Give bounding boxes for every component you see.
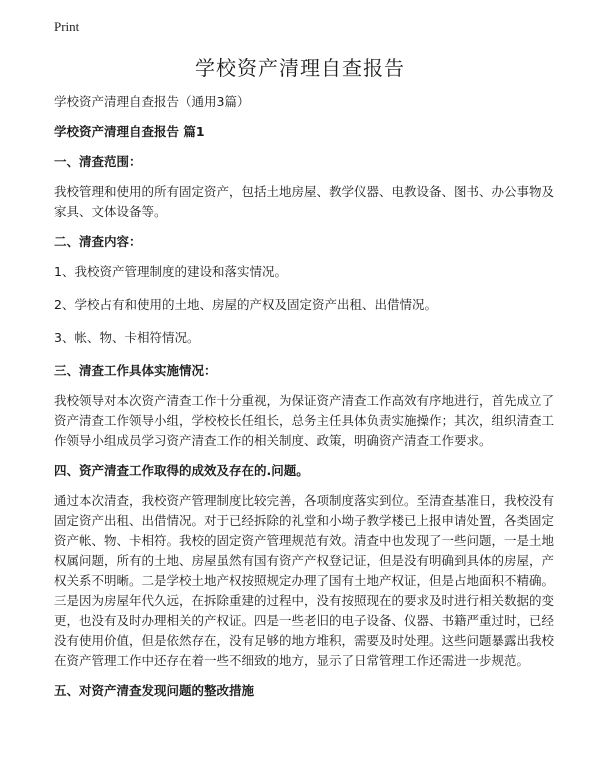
print-link[interactable]: Print <box>54 19 80 34</box>
document-body <box>54 92 554 711</box>
list-item: 2、学校占有和使用的土地、房屋的产权及固定资产出租、出借情况。 <box>54 297 437 312</box>
section-1-body: 我校管理和使用的所有固定资产，包括土地房屋、教学仪器、电教设备、图书、办公事物及家具、文体设备等。 <box>54 184 555 219</box>
section-5-heading: 五、对资产清查发现问题的整改措施 <box>54 683 255 698</box>
section-3-heading: 三、清查工作具体实施情况： <box>54 363 217 378</box>
list-item: 1、我校资产管理制度的建设和落实情况。 <box>54 264 287 279</box>
section-4-body: 通过本次清查，我校资产管理制度比较完善，各项制度落实到位。至清查基准日，我校没有固定资产出租、出借情况。对于已经拆除的礼堂和小坳子教学楼已上报申请处置，各类固定资产帐、物、卡相符。我校的固定资产管理规范有效。清查中也发现了一些问题，一是土地权属问题，所有的土地、房屋虽然有国有资产产权登记证，但是没有明确到具体的房屋，产权关系不明晰。二是学校土地产权按照规定办理了国有土地产权证，但是占地面积不精确。三是因为房屋年代久远，在拆除重建的过程中，没有按照现在的要求及时进行相关数据的变更，也没有及时办理相关的产权证。四是一些老旧的电子设备、仪器、书籍严重过时，已经没有使用价值，但是依然存在，没有足够的地方堆积，需要及时处理。这些问题暴露出我校在资产管理工作中还存在着一些不细致的地方，显示了日常管理工作还需进一步规范。 <box>54 493 555 668</box>
document-subtitle: 学校资产清理自查报告（通用3篇） <box>54 94 250 109</box>
article-heading: 学校资产清理自查报告 篇1 <box>54 124 205 139</box>
list-item: 3、帐、物、卡相符情况。 <box>54 330 200 345</box>
section-4-heading: 四、资产清查工作取得的成效及存在的.问题。 <box>54 463 309 478</box>
section-2-heading: 二、清查内容： <box>54 234 142 249</box>
page-title: 学校资产清理自查报告 <box>195 56 405 80</box>
section-1-heading: 一、清查范围： <box>54 154 142 169</box>
section-3-body: 我校领导对本次资产清查工作十分重视，为保证资产清查工作高效有序地进行，首先成立了资产清查工作领导小组，学校校长任组长，总务主任具体负责实施操作；其次，组织清查工作领导小组成员学习资产清查工作的相关制度、政策，明确资产清查工作要求。 <box>54 393 555 448</box>
